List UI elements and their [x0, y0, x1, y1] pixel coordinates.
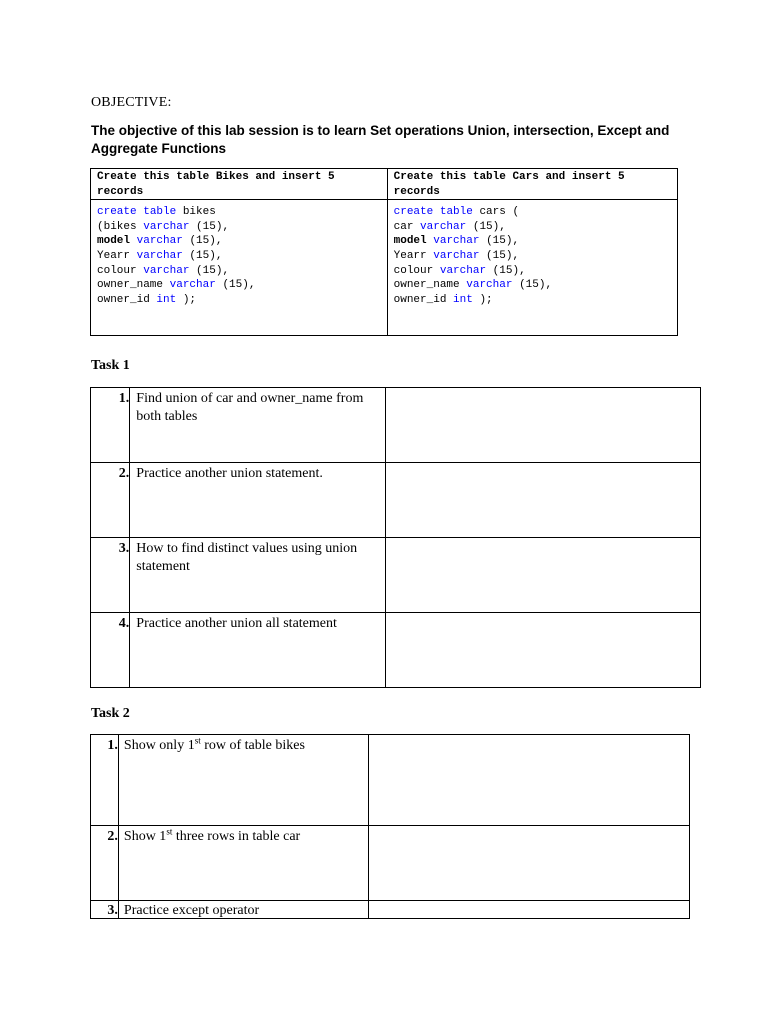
code-line: model varchar (15), — [97, 235, 223, 248]
bikes-header: Create this table Bikes and insert 5 records — [91, 169, 388, 200]
code-line: owner_id int ); — [393, 293, 493, 306]
code-line: colour varchar (15), — [97, 264, 230, 277]
question-text: row of table bikes — [200, 738, 305, 753]
ordinal-suffix: st — [194, 735, 201, 746]
task1-answer-cell[interactable] — [385, 538, 700, 613]
task1-row — [91, 388, 701, 463]
task2-row — [91, 826, 690, 901]
task2-question — [118, 826, 368, 901]
task1-question: Find union of car and owner_name from both tables — [130, 388, 386, 463]
task2-question — [118, 735, 368, 826]
task1-row — [91, 538, 701, 613]
objective-label: OBJECTIVE: — [91, 95, 172, 110]
bikes-sql-code — [97, 205, 381, 307]
task2-row-number: 3. — [91, 901, 119, 919]
code-line: Yearr varchar (15), — [393, 249, 520, 262]
task1-row-number: 3. — [91, 538, 130, 613]
task2-answer-cell[interactable] — [368, 826, 689, 901]
task1-row — [91, 613, 701, 688]
cars-sql-code — [394, 205, 671, 307]
code-line: colour varchar (15), — [393, 264, 526, 277]
task2-answer-cell[interactable] — [368, 901, 689, 919]
task1-title: Task 1 — [91, 358, 130, 373]
task2-row — [91, 901, 690, 919]
task1-question: How to find distinct values using union statement — [130, 538, 386, 613]
code-line: Yearr varchar (15), — [97, 249, 223, 262]
question-text: Show 1 — [123, 829, 167, 844]
cars-header: Create this table Cars and insert 5 records — [387, 169, 677, 200]
code-line: owner_id int ); — [97, 293, 197, 306]
question-text: Show only 1 — [123, 738, 195, 753]
code-line: create table bikes — [97, 206, 216, 219]
question-text: Practice except operator — [123, 903, 260, 918]
code-line: create table cars ( — [393, 206, 520, 219]
code-line: owner_name varchar (15), — [97, 279, 256, 292]
task1-row-number: 2. — [91, 463, 130, 538]
task1-table — [90, 387, 701, 688]
task2-answer-cell[interactable] — [368, 735, 689, 826]
task2-table — [90, 734, 690, 919]
task1-question: Practice another union all statement — [130, 613, 386, 688]
task2-title: Task 2 — [91, 706, 130, 721]
code-line: (bikes varchar (15), — [97, 220, 230, 233]
cars-code-block — [387, 200, 677, 336]
ordinal-suffix: st — [166, 826, 173, 837]
task1-row-number: 4. — [91, 613, 130, 688]
task1-row-number: 1. — [91, 388, 130, 463]
objective-text: The objective of this lab session is to learn Set operations Union, intersection, Except and Aggregate Functions — [91, 123, 670, 156]
task1-answer-cell[interactable] — [385, 388, 700, 463]
bikes-code-block — [91, 200, 388, 336]
code-line: model varchar (15), — [393, 235, 520, 248]
task1-question: Practice another union statement. — [130, 463, 386, 538]
create-tables-table — [90, 168, 678, 336]
task2-row-number: 2. — [91, 826, 119, 901]
task1-answer-cell[interactable] — [385, 613, 700, 688]
question-text: three rows in table car — [172, 829, 301, 844]
task1-answer-cell[interactable] — [385, 463, 700, 538]
task2-question — [118, 901, 368, 919]
task2-row-number: 1. — [91, 735, 119, 826]
task2-row — [91, 735, 690, 826]
code-line: owner_name varchar (15), — [393, 279, 553, 292]
code-line: car varchar (15), — [393, 220, 506, 233]
task1-row — [91, 463, 701, 538]
